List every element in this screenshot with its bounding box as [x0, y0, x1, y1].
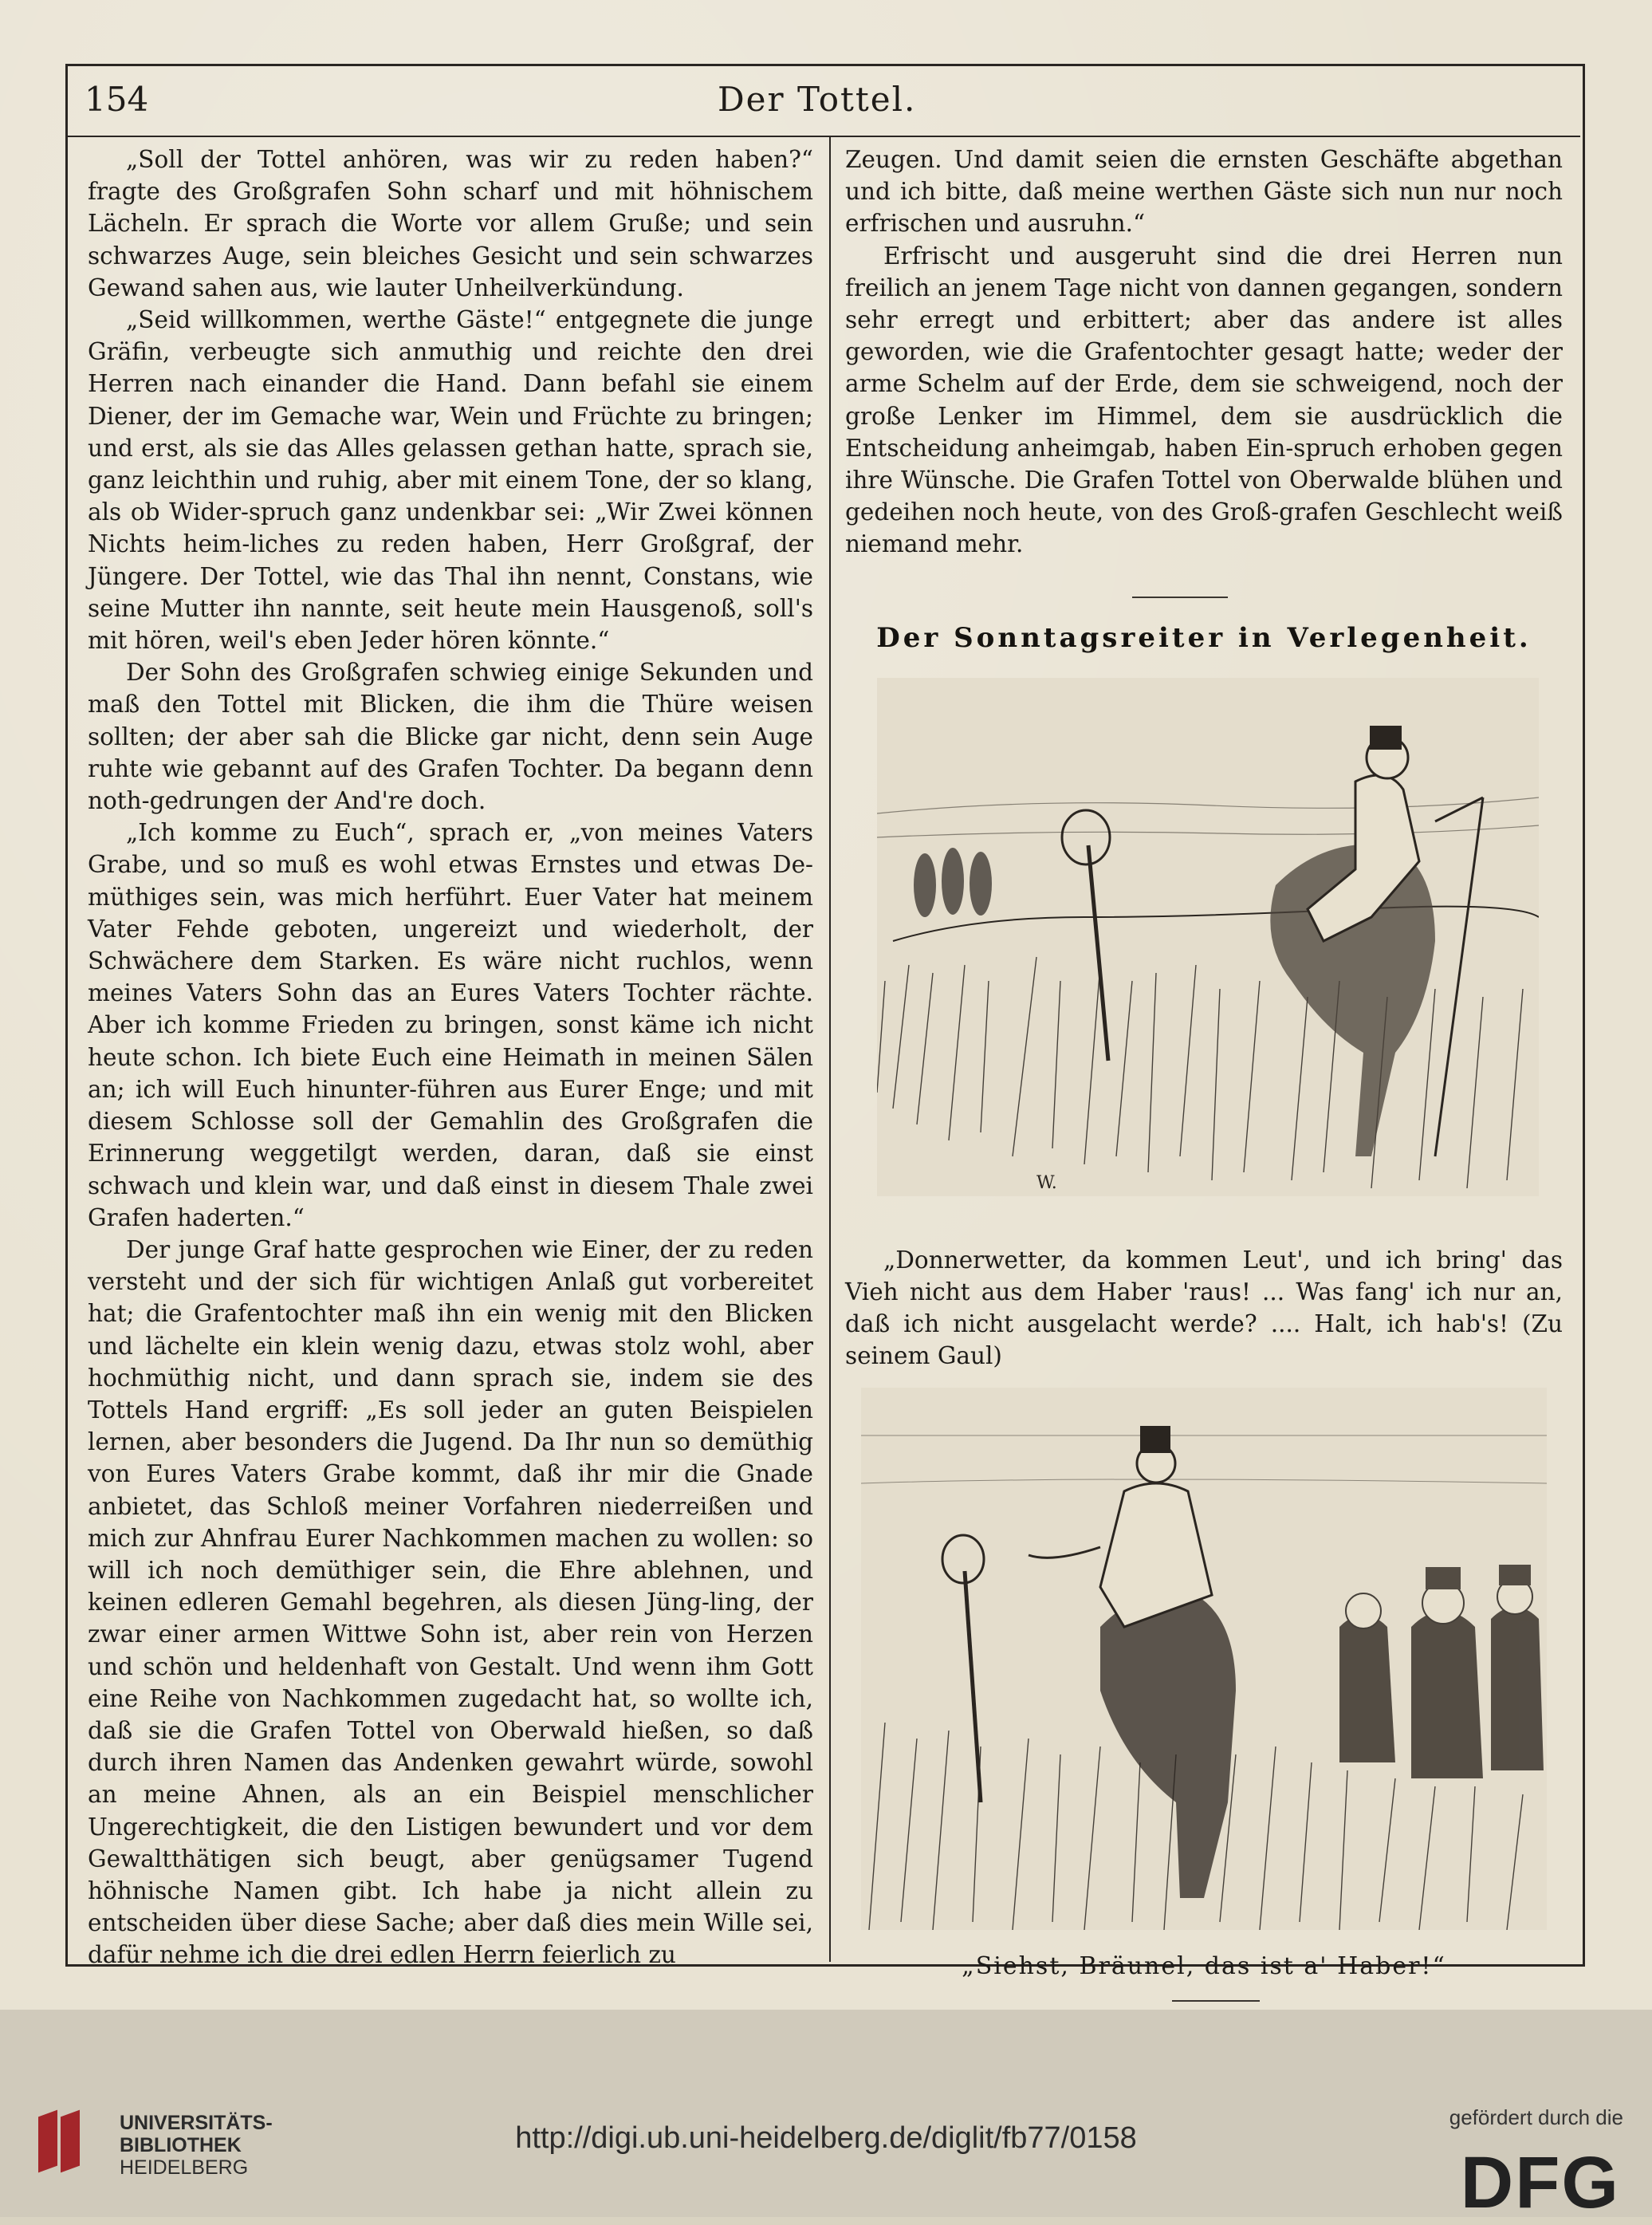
left-column — [88, 144, 813, 1971]
paragraph: Der junge Graf hatte gesprochen wie Einer, der zu reden versteht und der sich für wichtigen Anlaß gut vorbereitet hat; die Grafentochter maß ihn ein wenig mit den Blicken und lächelte ein klein wenig dazu, etwas stolz wohl, aber hochmüthig nicht, und dann sprach sie, indem sie des Tottels Hand ergriff: „Es soll jeder an guten Beispielen lernen, aber besonders die Jugend. Da Ihr nun so demüthig von Eures Vaters Grabe kommt, daß ihr mir die Gnade anbietet, das Schloß meiner Vorfahren niederreißen und mich zur Ahnfrau Eurer Nachkommen machen zu wollen: so will ich noch demüthiger sein, die Ehre ablehnen, und keinen edleren Gemahl begehren, als diesen Jüng-ling, der zwar einer armen Wittwe Sohn ist, aber rein von Herzen und schön und heldenhaft von Gestalt. Und wenn ihm Gott eine Reihe von Nachkommen zugedacht hat, so wollte ich, daß sie die Grafen Tottel von Oberwald hießen, so daß durch ihren Namen das Andenken gewahrt würde, sowohl an meine Ahnen, als an ein Beispiel menschlicher Ungerechtigkeit, die den Listigen bewundert und vor dem Gewaltthätigen sich beugt, aber genügsamer Tugend höhnische Namen gibt. Ich habe ja nicht allein zu entscheiden über diese Sache; aber daß dies mein Wille sei, dafür nehme ich die drei edlen Herrn feierlich zu — [88, 1235, 813, 1969]
caption-1 — [845, 1244, 1563, 1372]
header-rule — [65, 136, 1580, 137]
paragraph: „Soll der Tottel anhören, was wir zu reden haben?“ fragte des Großgrafen Sohn scharf und mit höhnischem Lächeln. Er sprach die Worte vor allem Gruße; und sein schwarzes Auge, sein bleiches Gesicht und sein schwarzes Gewand sahen aus, wie lauter Unheilverkündung. — [88, 146, 813, 301]
end-rule — [1172, 2000, 1260, 2002]
paragraph: „Ich komme zu Euch“, sprach er, „von meines Vaters Grabe, und so muß es wohl etwas Ernstes und etwas De-müthiges sein, was mich herführt. Euer Vater hat meinem Vater Fehde geboten, ungereizt und wiederholt, der Schwächere dem Starken. Es wäre nicht ruchlos, wenn meines Vaters Sohn das an Eures Vaters Tochter rächte. Aber ich komme Frieden zu bringen, sonst käme ich nicht heute schon. Ich biete Euch eine Heimath in meinen Sälen an; ich will Euch hinunter-führen aus Eurer Enge; und mit diesem Schlosse soll der Gemahlin des Großgrafen die Erinnerung weggetilgt werden, daran, daß sie einst schwach und klein war, und daß einst in diesem Thale zwei Grafen haderten.“ — [88, 819, 813, 1231]
library-line-1: UNIVERSITÄTS- — [120, 2112, 273, 2134]
running-title: Der Tottel. — [718, 80, 917, 119]
paragraph: Der Sohn des Großgrafen schwieg einige Sekunden und maß den Tottel mit Blicken, die ihm die Thüre weisen sollten; der aber sah die Blicke gar nicht, denn sein Auge ruhte wie gebannt auf des Grafen Tochter. Da begann denn noth-gedrungen der And're doch. — [88, 659, 813, 815]
illustration-rider-and-onlookers — [861, 1388, 1547, 1930]
dfg-logo: DFG — [1460, 2142, 1620, 2223]
source-url-link[interactable]: http://digi.ub.uni-heidelberg.de/diglit/fb77/0158 — [515, 2121, 1137, 2155]
section-divider — [1132, 597, 1228, 598]
column-divider — [829, 137, 831, 1962]
right-column — [845, 144, 1563, 561]
paragraph: Erfrischt und ausgeruht sind die drei Herren nun freilich an jenem Tage nicht von dannen gegangen, sondern sehr erregt und erbittert; aber das andere ist alles geworden, wie die Grafentochter gesagt hatte; weder der arme Schelm auf der Erde, dem sie schweigend, noch der große Lenker im Himmel, dem sie ausdrücklich die Entscheidung anheimgab, haben Ein-spruch erhoben gegen ihre Wünsche. Die Grafen Tottel von Oberwalde blühen und gedeihen noch heute, von des Groß-grafen Geschlecht weiß niemand mehr. — [845, 242, 1563, 558]
library-line-3: HEIDELBERG — [120, 2156, 249, 2179]
section-heading: Der Sonntagsreiter in Verlegenheit. — [876, 622, 1532, 654]
illustration-rider-in-field — [877, 678, 1539, 1196]
funding-label: gefördert durch die — [1449, 2105, 1623, 2129]
paragraph: Zeugen. Und damit seien die ernsten Geschäfte abgethan und ich bitte, daß meine werthen Gäste sich nun nur noch erfrischen und ausruhn.“ — [845, 146, 1563, 238]
page-number: 154 — [85, 80, 149, 119]
artist-signature: W. — [1036, 1173, 1057, 1193]
paragraph: „Seid willkommen, werthe Gäste!“ entgegnete die junge Gräfin, verbeugte sich anmuthig und reichte den drei Herren nach einander die Hand. Dann befahl sie einem Diener, der im Gemache war, Wein und Früchte zu bringen; und erst, als sie das Alles gelassen gethan hatte, sprach sie, ganz leichthin und ruhig, aber mit einem Tone, der so klang, als ob Wider-spruch ganz undenkbar sei: „Wir Zwei können Nichts heim-liches zu reden haben, Herr Großgraf, der Jüngere. Der Tottel, wie das Thal ihn nennt, Constans, wie seine Mutter ihn nannte, seit heute mein Hausgenoß, soll's mit hören, weil's eben Jeder hören könnte.“ — [88, 306, 813, 655]
library-line-2: BIBLIOTHEK — [120, 2134, 242, 2156]
caption-text: „Donnerwetter, da kommen Leut', und ich bring' das Vieh nicht aus dem Haber 'raus! ... Was fang' ich nur an, daß ich nicht ausgelacht werde? .... Halt, ich hab's! (Zu seinem Gaul) — [845, 1246, 1563, 1369]
caption-2: „Siehst, Bräunel, das ist a' Haber!“ — [962, 1952, 1446, 1980]
